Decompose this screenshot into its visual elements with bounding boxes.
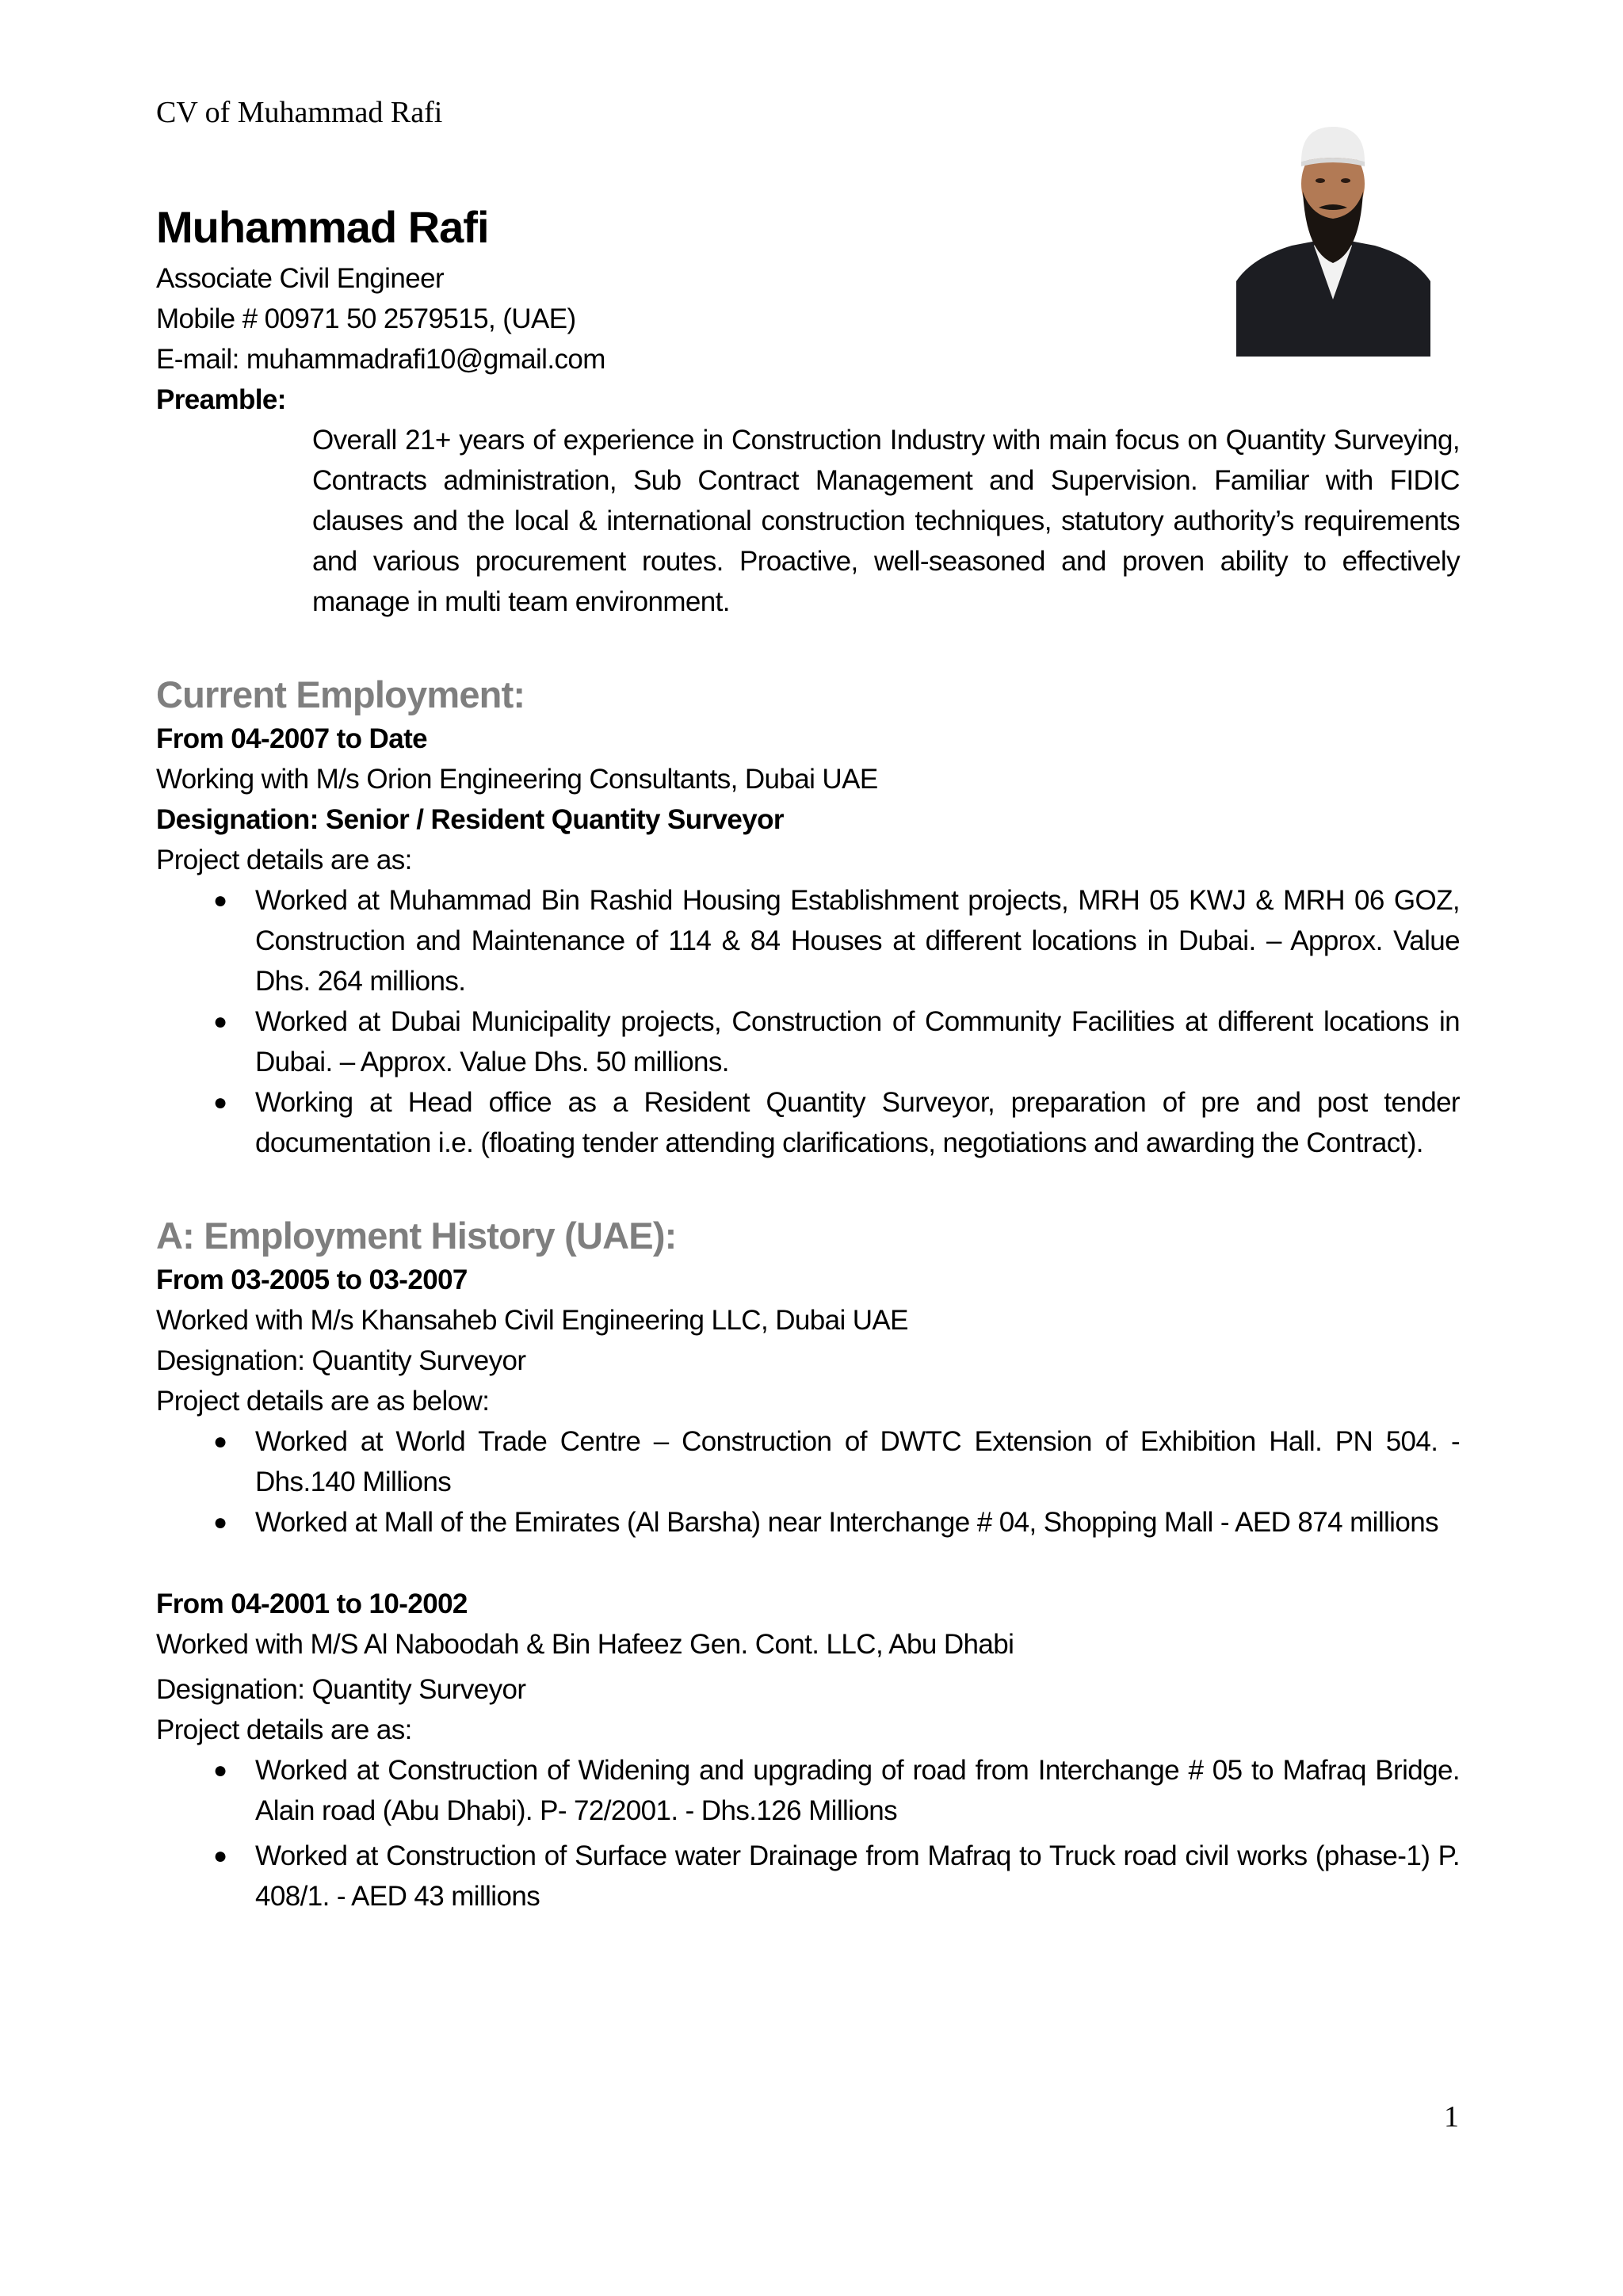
candidate-email: E-mail: muhammadrafi10@gmail.com [156,344,605,375]
list-item [156,1502,1460,1543]
current-employment-projects [156,880,1460,1163]
cv-content [156,196,1460,1917]
page-number: 1 [1444,2100,1459,2134]
list-item-text: Working at Head office as a Resident Quantity Surveyor, preparation of pre and post tender documentation i.e. (floating tender attending clarifications, negotiations and awarding the Contract). [255,1087,1460,1158]
job-period: From 03-2005 to 03-2007 [156,1264,468,1295]
bullet-icon: ● [213,1428,227,1455]
job-period: From 04-2001 to 10-2002 [156,1589,468,1619]
job-designation: Designation: Quantity Surveyor [156,1674,526,1705]
list-item-text: Worked at Mall of the Emirates (Al Barsha) near Interchange # 04, Shopping Mall - AED 874 millions [255,1507,1438,1538]
job-projects [156,1750,1460,1917]
list-item [156,1836,1460,1917]
list-item-text: Worked at Construction of Widening and upgrading of road from Interchange # 05 to Mafraq Bridge. Alain road (Abu Dhabi). P- 72/2001. - Dhs.126 Millions [255,1755,1460,1826]
job-intro: Project details are as: [156,1714,412,1745]
candidate-mobile: Mobile # 00971 50 2579515, (UAE) [156,303,576,334]
list-item-text: Worked at Dubai Municipality projects, Construction of Community Facilities at different locations in Dubai. – Approx. Value Dhs. 50 millions. [255,1006,1460,1077]
job-employer: Worked with M/S Al Naboodah & Bin Hafeez Gen. Cont. LLC, Abu Dhabi [156,1629,1014,1660]
list-item [156,1082,1460,1163]
list-item-text: Worked at Muhammad Bin Rashid Housing Establishment projects, MRH 05 KWJ & MRH 06 GOZ, Construction and Maintenance of 114 & 84 Houses at different locations in Dubai. – Approx. Value Dhs. 264 millions. [255,885,1460,997]
bullet-icon: ● [213,1509,227,1535]
bullet-icon: ● [213,1757,227,1783]
job-designation: Designation: Quantity Surveyor [156,1345,526,1376]
running-header: CV of Muhammad Rafi [156,96,443,129]
spacer [156,1543,1460,1584]
list-item [156,1001,1460,1082]
list-item [156,1750,1460,1831]
current-employment-employer: Working with M/s Orion Engineering Consultants, Dubai UAE [156,764,878,795]
job-intro: Project details are as below: [156,1386,490,1417]
job-employer: Worked with M/s Khansaheb Civil Engineering LLC, Dubai UAE [156,1305,908,1336]
preamble-label: Preamble: [156,384,286,415]
current-employment-period: From 04-2007 to Date [156,723,428,754]
bullet-icon: ● [213,1009,227,1035]
list-item-text: Worked at Construction of Surface water Drainage from Mafraq to Truck road civil works (phase-1) P. 408/1. - AED 43 millions [255,1840,1460,1912]
bullet-icon: ● [213,887,227,913]
job-projects [156,1421,1460,1543]
candidate-name: Muhammad Rafi [156,202,489,252]
current-employment-intro: Project details are as: [156,845,412,875]
bullet-icon: ● [213,1843,227,1869]
candidate-title: Associate Civil Engineer [156,263,444,294]
list-item [156,880,1460,1001]
preamble-text: Overall 21+ years of experience in Construction Industry with main focus on Quantity Surveying, Contracts administration, Sub Contract Management and Supervision. Familiar with FIDIC clauses and the local & international construction techniques, statutory authority’s requirements and various procurement routes. Proactive, well-seasoned and proven ability to effectively manage in multi team environment. [312,425,1460,617]
bullet-icon: ● [213,1089,227,1116]
current-employment-designation: Designation: Senior / Resident Quantity Surveyor [156,804,784,835]
current-employment-heading: Current Employment: [156,673,525,715]
list-item-text: Worked at World Trade Centre – Construction of DWTC Extension of Exhibition Hall. PN 504. - Dhs.140 Millions [255,1426,1460,1497]
employment-history-heading: A: Employment History (UAE): [156,1215,677,1257]
list-item [156,1421,1460,1502]
